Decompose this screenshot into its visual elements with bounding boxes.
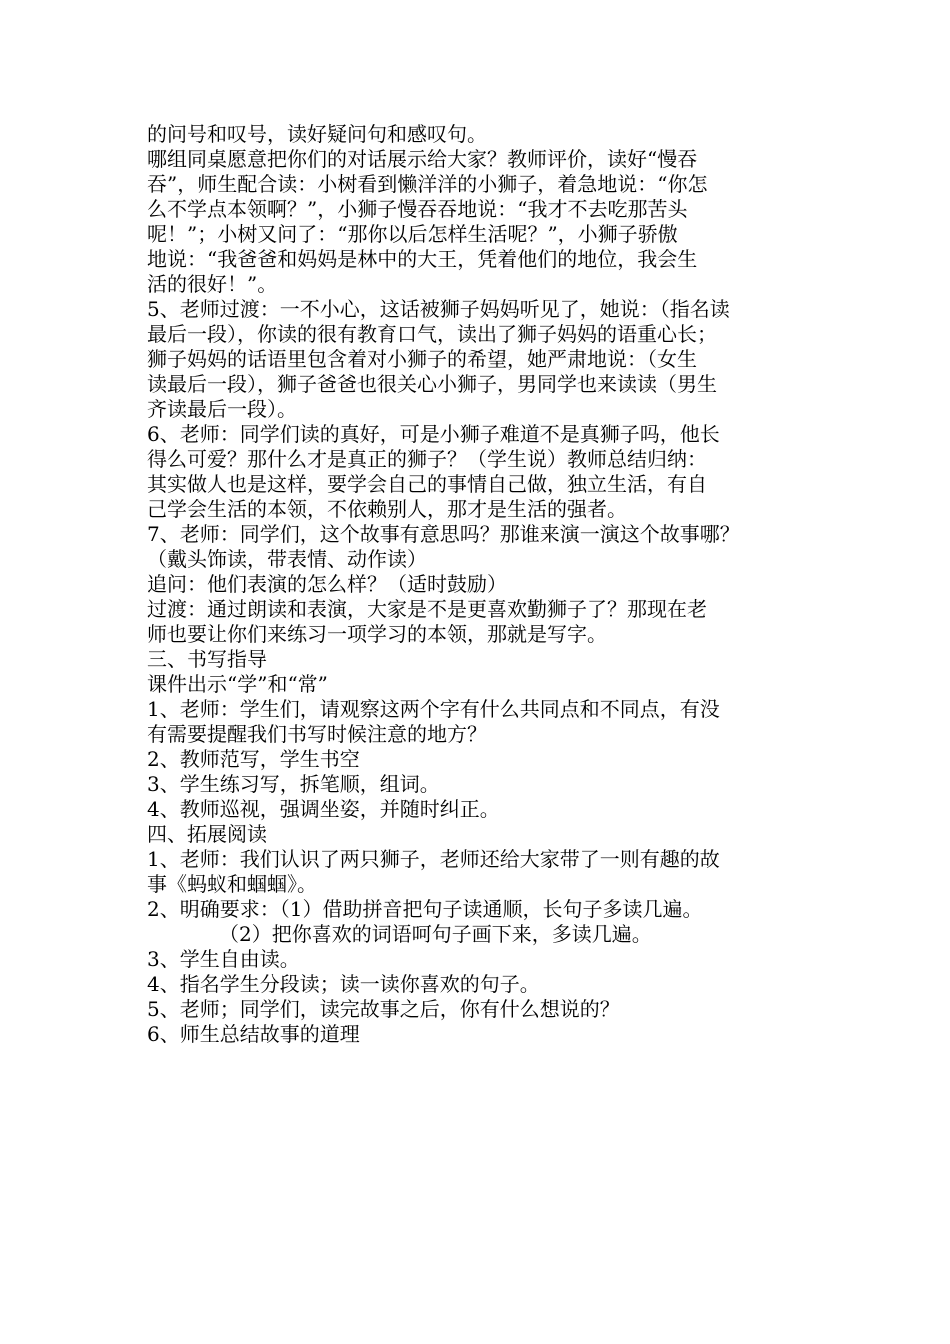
text-line: 有需要提醒我们书写时候注意的地方？ [147,722,487,746]
text-line: 己学会生活的本领，不依赖别人，那才是生活的强者。 [147,497,627,521]
text-line: 其实做人也是这样，要学会自己的事情自己做，独立生活，有自 [147,472,707,496]
text-line: 3、学生练习写，拆笔顺，组词。 [147,772,440,796]
text-line: 2、教师范写，学生书空 [147,747,360,771]
text-line: 3、学生自由读。 [147,947,300,971]
text-line: 2、明确要求：（1）借助拼音把句子读通顺，长句子多读几遍。 [147,897,703,921]
text-line: 1、老师：我们认识了两只狮子，老师还给大家带了一则有趣的故 [147,847,720,871]
text-line-indented: （2）把你喜欢的词语呵句子画下来，多读几遍。 [219,922,652,946]
text-line: 呢！”；小树又问了：“那你以后怎样生活呢？”，小狮子骄傲 [147,222,678,246]
text-line: 1、老师：学生们，请观察这两个字有什么共同点和不同点，有没 [147,697,720,721]
text-line: 4、教师巡视，强调坐姿，并随时纠正。 [147,797,500,821]
text-line: 4、指名学生分段读；读一读你喜欢的句子。 [147,972,540,996]
text-line: 的问号和叹号，读好疑问句和感叹句。 [147,122,487,146]
text-line: 师也要让你们来练习一项学习的本领，那就是写字。 [147,622,607,646]
text-line: 过渡：通过朗读和表演，大家是不是更喜欢勤狮子了？那现在老 [147,597,707,621]
text-line: 哪组同桌愿意把你们的对话展示给大家？教师评价，读好“慢吞 [147,147,698,171]
text-line: 活的很好！”。 [147,272,278,296]
text-line: 7、老师：同学们，这个故事有意思吗？那谁来演一演这个故事哪？ [147,522,740,546]
text-line: 6、老师：同学们读的真好，可是小狮子难道不是真狮子吗，他长 [147,422,720,446]
text-line: 追问：他们表演的怎么样？（适时鼓励） [147,572,507,596]
section-heading: 四、拓展阅读 [147,822,267,846]
text-line: 地说：“我爸爸和妈妈是林中的大王，凭着他们的地位，我会生 [147,247,698,271]
section-heading: 三、书写指导 [147,647,267,671]
text-line: 齐读最后一段）。 [147,397,297,421]
text-line: 5、老师；同学们，读完故事之后，你有什么想说的？ [147,997,620,1021]
text-line: 最后一段），你读的很有教育口气，读出了狮子妈妈的语重心长； [147,322,717,346]
text-line: （戴头饰读，带表情、动作读） [147,547,427,571]
text-line: 课件出示“学”和“常” [147,672,328,696]
text-line: 读最后一段），狮子爸爸也很关心小狮子，男同学也来读读（男生 [147,372,717,396]
text-line: 6、师生总结故事的道理 [147,1022,360,1046]
text-line: 狮子妈妈的话语里包含着对小狮子的希望，她严肃地说：（女生 [147,347,697,371]
text-line: 事《蚂蚁和蝈蝈》。 [147,872,317,896]
text-line: 5、老师过渡：一不小心，这话被狮子妈妈听见了，她说：（指名读 [147,297,730,321]
lesson-plan-text [147,122,787,1047]
text-line: 么不学点本领啊？”，小狮子慢吞吞地说：“我才不去吃那苦头 [147,197,688,221]
text-line: 得么可爱？那什么才是真正的狮子？（学生说）教师总结归纳： [147,447,707,471]
text-line: 吞”，师生配合读：小树看到懒洋洋的小狮子，着急地说：“你怎 [147,172,708,196]
